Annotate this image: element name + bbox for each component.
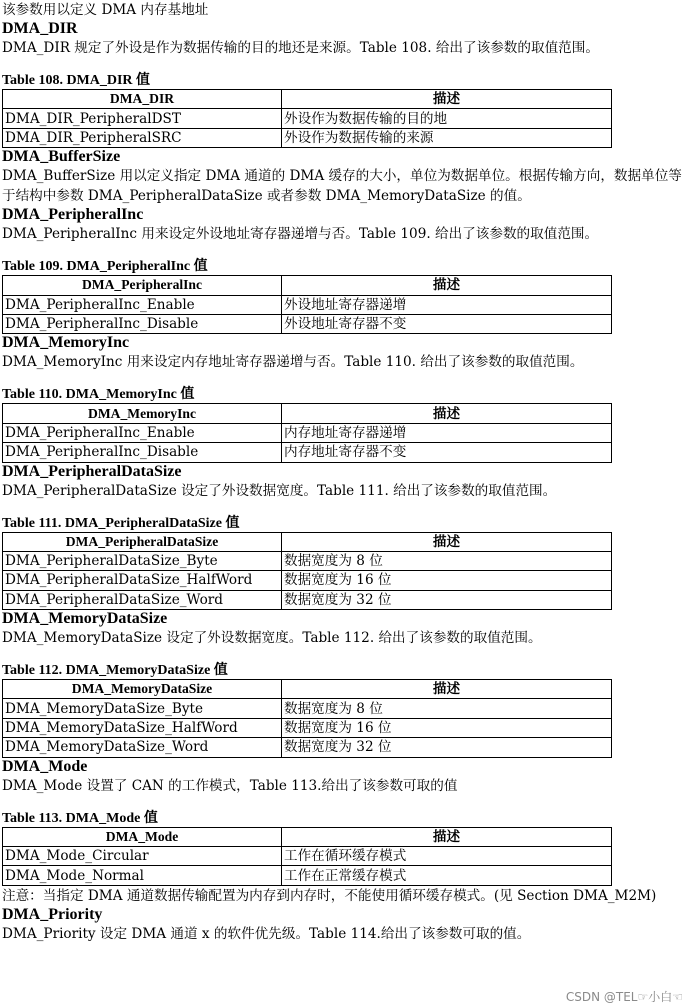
table-header: 描述 — [282, 532, 612, 551]
table-row — [3, 738, 612, 757]
section-desc-dma-dir: DMA_DIR 规定了外设是作为数据传输的目的地还是来源。Table 108. 给出了该参数的取值范围。 — [2, 40, 599, 56]
section-desc-dma-buffersize: DMA_BufferSize 用以定义指定 DMA 通道的 DMA 缓存的大小，单位为数据单位。根据传输方向，数据单位等于结构中参数 DMA_PeripheralDataSize 或者参数 DMA_MemoryDataSize 的值。 — [2, 168, 682, 205]
table-cell: DMA_PeripheralDataSize_Byte — [3, 551, 282, 570]
section-heading-dma-memorydatasize: DMA_MemoryDataSize — [2, 610, 168, 628]
table-cell: 内存地址寄存器递增 — [282, 423, 612, 442]
table-row — [3, 128, 612, 147]
table-header: 描述 — [282, 827, 612, 846]
table-row — [3, 699, 612, 718]
table-109 — [2, 275, 612, 334]
table-cell: DMA_MemoryDataSize_HalfWord — [3, 718, 282, 737]
table-cell: DMA_MemoryDataSize_Word — [3, 738, 282, 757]
section-desc-dma-peripheralinc: DMA_PeripheralInc 用来设定外设地址寄存器递增与否。Table 109. 给出了该参数的取值范围。 — [2, 226, 599, 243]
table-caption-112: Table 112. DMA_MemoryDataSize 值 — [2, 663, 228, 679]
table-cell: 数据宽度为 8 位 — [282, 699, 612, 718]
section-heading-dma-peripheraldatasize: DMA_PeripheralDataSize — [2, 462, 182, 480]
table-header: 描述 — [282, 680, 612, 699]
table-row — [3, 866, 612, 885]
table-row — [3, 314, 612, 333]
table-108 — [2, 89, 612, 148]
table-cell: 内存地址寄存器不变 — [282, 443, 612, 462]
section-heading-dma-buffersize: DMA_BufferSize — [2, 148, 121, 166]
table-113 — [2, 827, 612, 886]
table-row — [3, 109, 612, 128]
table-cell: DMA_PeripheralInc_Disable — [3, 314, 282, 333]
table-cell: DMA_PeripheralDataSize_HalfWord — [3, 571, 282, 590]
table-cell: DMA_PeripheralDataSize_Word — [3, 590, 282, 609]
table-caption-111: Table 111. DMA_PeripheralDataSize 值 — [2, 515, 240, 531]
table-cell: DMA_PeripheralInc_Disable — [3, 443, 282, 462]
table-cell: 数据宽度为 16 位 — [282, 718, 612, 737]
table-cell: DMA_DIR_PeripheralSRC — [3, 128, 282, 147]
table-header: DMA_Mode — [3, 827, 282, 846]
table-111 — [2, 532, 612, 611]
table-caption-109: Table 109. DMA_PeripheralInc 值 — [2, 259, 208, 275]
table-110 — [2, 403, 612, 462]
table-cell: 数据宽度为 8 位 — [282, 551, 612, 570]
table-cell: 数据宽度为 32 位 — [282, 738, 612, 757]
section-desc-dma-peripheraldatasize: DMA_PeripheralDataSize 设定了外设数据宽度。Table 111. 给出了该参数的取值范围。 — [2, 482, 557, 499]
table-header: 描述 — [282, 276, 612, 295]
table-header: DMA_PeripheralDataSize — [3, 532, 282, 551]
table-row — [3, 551, 612, 570]
table-cell: DMA_DIR_PeripheralDST — [3, 109, 282, 128]
table-cell: 外设作为数据传输的来源 — [282, 128, 612, 147]
table-cell: 外设地址寄存器递增 — [282, 295, 612, 314]
table-header: 描述 — [282, 90, 612, 109]
table-cell: DMA_Mode_Circular — [3, 847, 282, 866]
table-header: 描述 — [282, 404, 612, 423]
section-desc-dma-mode: DMA_Mode 设置了 CAN 的工作模式，Table 113.给出了该参数可取的值 — [2, 777, 458, 794]
csdn-watermark: CSDN @TEL☞小白☜ — [565, 990, 683, 1004]
section-desc-dma-priority: DMA_Priority 设定 DMA 通道 x 的软件优先级。Table 114.给出了该参数可取的值。 — [2, 925, 531, 942]
table-caption-113: Table 113. DMA_Mode 值 — [2, 810, 158, 826]
table-cell: DMA_MemoryDataSize_Byte — [3, 699, 282, 718]
table-row — [3, 571, 612, 590]
table-row — [3, 423, 612, 442]
section-heading-dma-peripheralinc: DMA_PeripheralInc — [2, 206, 144, 224]
table-cell: 数据宽度为 16 位 — [282, 571, 612, 590]
table-cell: 外设作为数据传输的目的地 — [282, 109, 612, 128]
section-heading-dma-mode: DMA_Mode — [2, 757, 88, 775]
table-row — [3, 718, 612, 737]
table-header: DMA_PeripheralInc — [3, 276, 282, 295]
mode-note: 注意：当指定 DMA 通道数据传输配置为内存到内存时，不能使用循环缓存模式。(见 Section DMA_M2M) — [2, 887, 657, 904]
table-header: DMA_DIR — [3, 90, 282, 109]
table-cell: DMA_PeripheralInc_Enable — [3, 423, 282, 442]
table-cell: 数据宽度为 32 位 — [282, 590, 612, 609]
table-cell: 外设地址寄存器不变 — [282, 314, 612, 333]
table-112 — [2, 679, 612, 758]
intro-text: 该参数用以定义 DMA 内存基地址 — [2, 2, 209, 18]
table-header: DMA_MemoryInc — [3, 404, 282, 423]
section-heading-dma-memoryinc: DMA_MemoryInc — [2, 334, 130, 352]
table-row — [3, 847, 612, 866]
table-caption-110: Table 110. DMA_MemoryInc 值 — [2, 387, 195, 403]
table-row — [3, 443, 612, 462]
table-header: DMA_MemoryDataSize — [3, 680, 282, 699]
table-cell: DMA_PeripheralInc_Enable — [3, 295, 282, 314]
section-desc-dma-memoryinc: DMA_MemoryInc 用来设定内存地址寄存器递增与否。Table 110. 给出了该参数的取值范围。 — [2, 354, 584, 371]
section-heading-dma-priority: DMA_Priority — [2, 905, 103, 923]
table-row — [3, 295, 612, 314]
section-heading-dma-dir: DMA_DIR — [2, 20, 78, 37]
section-desc-dma-memorydatasize: DMA_MemoryDataSize 设定了外设数据宽度。Table 112. 给出了该参数的取值范围。 — [2, 630, 542, 647]
table-cell: 工作在正常缓存模式 — [282, 866, 612, 885]
table-cell: DMA_Mode_Normal — [3, 866, 282, 885]
table-caption-108: Table 108. DMA_DIR 值 — [2, 73, 151, 88]
table-row — [3, 590, 612, 609]
table-cell: 工作在循环缓存模式 — [282, 847, 612, 866]
